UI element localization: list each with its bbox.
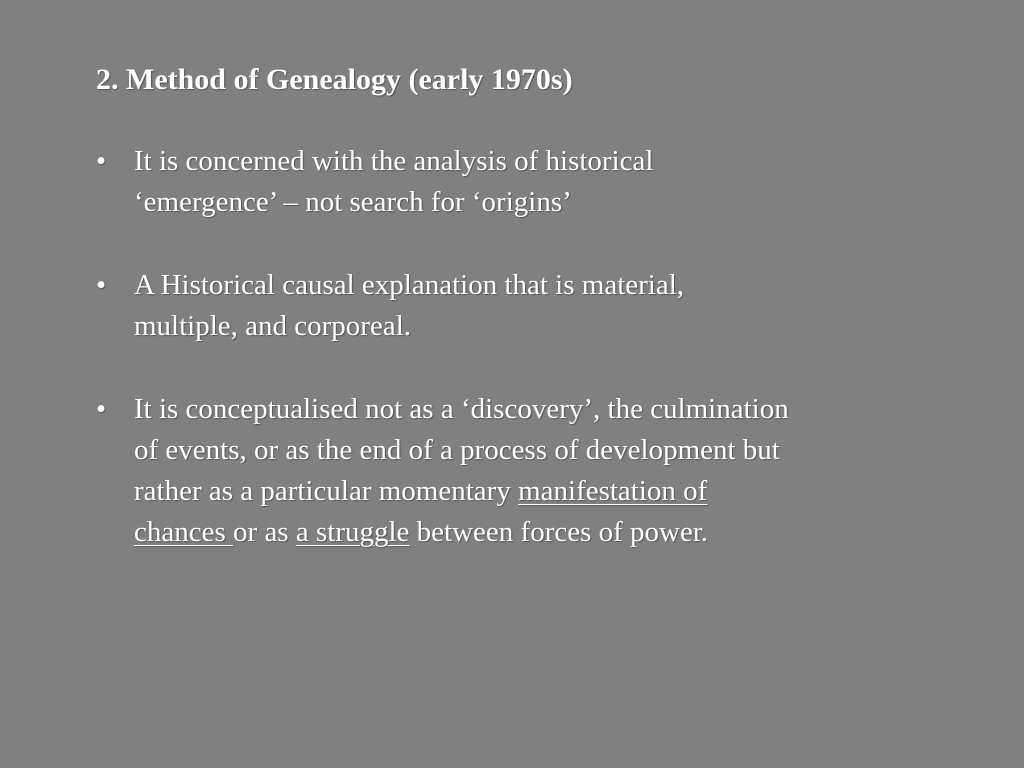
bullet-item-conceptualised [96, 389, 936, 553]
bullet-text-fragment: between forces of power. [409, 516, 709, 548]
bullet-text-line: It is concerned with the analysis of historical [134, 145, 654, 177]
bullet-text-line: of events, or as the end of a process of development but [134, 434, 780, 466]
bullet-text-fragment: or as [233, 516, 296, 548]
manifestation-link[interactable]: manifestation of [518, 475, 708, 507]
slide-title: 2. Method of Genealogy (early 1970s) [96, 63, 573, 96]
chances-link[interactable]: chances [134, 516, 234, 548]
bullet-dot-icon: • [96, 393, 107, 425]
bullet-text-line: multiple, and corporeal. [134, 310, 412, 342]
bullet-text-line: A Historical causal explanation that is material, [134, 269, 685, 301]
bullet-list [96, 141, 936, 595]
bullet-dot-icon: • [96, 145, 107, 177]
struggle-link[interactable]: a struggle [295, 516, 410, 548]
bullet-item-causal-explanation [96, 265, 936, 347]
bullet-dot-icon: • [96, 269, 107, 301]
bullet-text-fragment: rather as a particular momentary [134, 475, 519, 507]
bullet-text-line: It is conceptualised not as a ‘discovery’, the culmination [134, 393, 789, 425]
bullet-item-emergence [96, 141, 936, 223]
bullet-text-line: ‘emergence’ – not search for ‘origins’ [134, 186, 572, 218]
